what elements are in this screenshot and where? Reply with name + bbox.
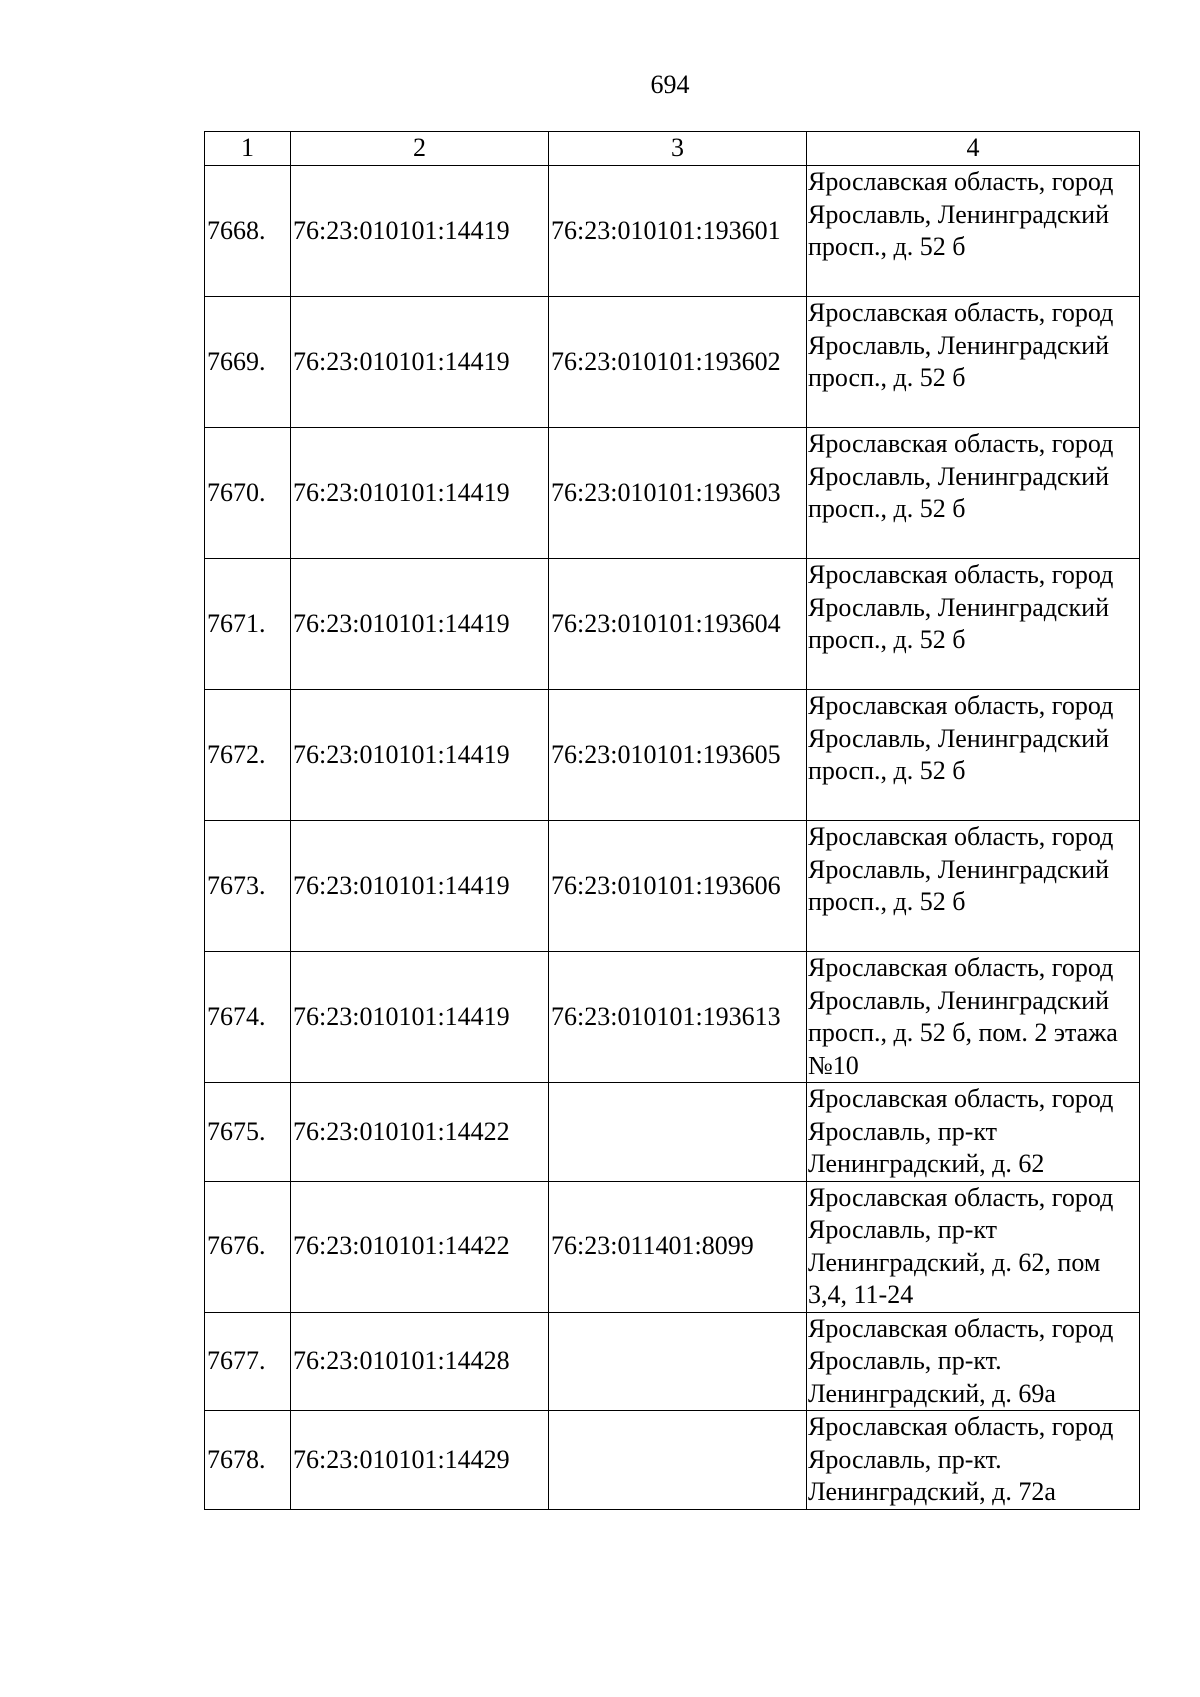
table-row <box>205 1083 1140 1182</box>
object-cadastral-number <box>549 1411 807 1510</box>
page-number: 694 <box>650 70 690 99</box>
row-number: 7671. <box>205 559 291 690</box>
object-cadastral-number: 76:23:011401:8099 <box>549 1181 807 1312</box>
table-row <box>205 559 1140 690</box>
address: Ярославская область, город Ярославль, Ленинградский просп., д. 52 б <box>807 428 1140 559</box>
table-row <box>205 1312 1140 1411</box>
row-number: 7678. <box>205 1411 291 1510</box>
registry-table <box>204 131 1140 1510</box>
table-row <box>205 297 1140 428</box>
land-cadastral-number: 76:23:010101:14429 <box>291 1411 549 1510</box>
object-cadastral-number: 76:23:010101:193605 <box>549 690 807 821</box>
land-cadastral-number: 76:23:010101:14422 <box>291 1181 549 1312</box>
land-cadastral-number: 76:23:010101:14419 <box>291 297 549 428</box>
land-cadastral-number: 76:23:010101:14419 <box>291 821 549 952</box>
table-row <box>205 952 1140 1083</box>
header-col-2: 2 <box>291 132 549 166</box>
table-row <box>205 690 1140 821</box>
header-col-1: 1 <box>205 132 291 166</box>
row-number: 7672. <box>205 690 291 821</box>
object-cadastral-number <box>549 1312 807 1411</box>
land-cadastral-number: 76:23:010101:14419 <box>291 690 549 821</box>
land-cadastral-number: 76:23:010101:14419 <box>291 166 549 297</box>
header-col-4: 4 <box>807 132 1140 166</box>
row-number: 7674. <box>205 952 291 1083</box>
header-col-3: 3 <box>549 132 807 166</box>
row-number: 7676. <box>205 1181 291 1312</box>
row-number: 7669. <box>205 297 291 428</box>
land-cadastral-number: 76:23:010101:14428 <box>291 1312 549 1411</box>
address: Ярославская область, город Ярославль, пр-кт Ленинградский, д. 62 <box>807 1083 1140 1182</box>
table-row <box>205 1181 1140 1312</box>
object-cadastral-number: 76:23:010101:193613 <box>549 952 807 1083</box>
row-number: 7668. <box>205 166 291 297</box>
address: Ярославская область, город Ярославль, Ленинградский просп., д. 52 б <box>807 297 1140 428</box>
land-cadastral-number: 76:23:010101:14419 <box>291 952 549 1083</box>
address: Ярославская область, город Ярославль, Ленинградский просп., д. 52 б <box>807 821 1140 952</box>
table-row <box>205 1411 1140 1510</box>
table-row <box>205 428 1140 559</box>
address: Ярославская область, город Ярославль, Ленинградский просп., д. 52 б, пом. 2 этажа №10 <box>807 952 1140 1083</box>
object-cadastral-number: 76:23:010101:193601 <box>549 166 807 297</box>
object-cadastral-number: 76:23:010101:193602 <box>549 297 807 428</box>
table-row <box>205 821 1140 952</box>
object-cadastral-number: 76:23:010101:193606 <box>549 821 807 952</box>
address: Ярославская область, город Ярославль, Ленинградский просп., д. 52 б <box>807 166 1140 297</box>
address: Ярославская область, город Ярославль, Ленинградский просп., д. 52 б <box>807 559 1140 690</box>
header-row <box>205 132 1140 166</box>
table-row <box>205 166 1140 297</box>
row-number: 7673. <box>205 821 291 952</box>
land-cadastral-number: 76:23:010101:14422 <box>291 1083 549 1182</box>
row-number: 7670. <box>205 428 291 559</box>
address: Ярославская область, город Ярославль, пр-кт Ленинградский, д. 62, пом 3,4, 11-24 <box>807 1181 1140 1312</box>
row-number: 7675. <box>205 1083 291 1182</box>
land-cadastral-number: 76:23:010101:14419 <box>291 428 549 559</box>
address: Ярославская область, город Ярославль, Ленинградский просп., д. 52 б <box>807 690 1140 821</box>
address: Ярославская область, город Ярославль, пр-кт. Ленинградский, д. 69а <box>807 1312 1140 1411</box>
land-cadastral-number: 76:23:010101:14419 <box>291 559 549 690</box>
address: Ярославская область, город Ярославль, пр-кт. Ленинградский, д. 72а <box>807 1411 1140 1510</box>
object-cadastral-number: 76:23:010101:193603 <box>549 428 807 559</box>
object-cadastral-number: 76:23:010101:193604 <box>549 559 807 690</box>
object-cadastral-number <box>549 1083 807 1182</box>
row-number: 7677. <box>205 1312 291 1411</box>
